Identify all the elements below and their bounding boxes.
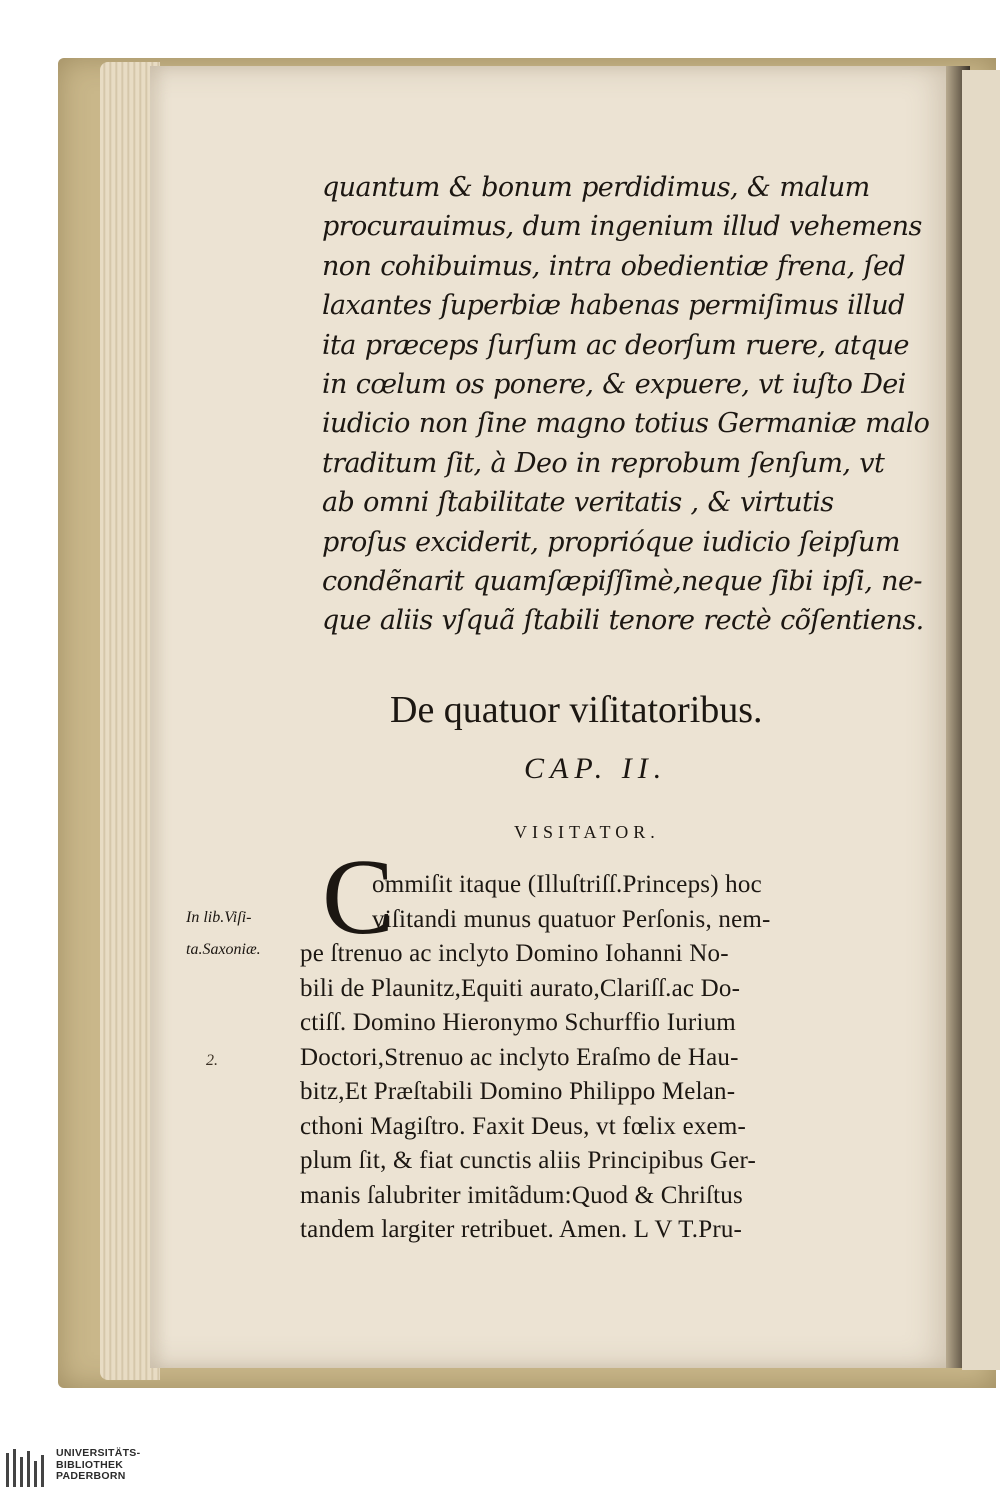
text-line: plum ſit, & fiat cunctis aliis Principibus Ger- bbox=[300, 1147, 757, 1174]
chapter-heading: De quatuor viſitatoribus. bbox=[390, 689, 763, 731]
library-logo-text bbox=[56, 1448, 140, 1483]
text-line: traditum ſit, à Deo in reprobum ſenſum, vt bbox=[322, 447, 885, 479]
text-line: laxantes ſuperbiæ habenas permiſimus illud bbox=[322, 290, 905, 322]
library-logo-icon bbox=[4, 1447, 48, 1491]
text-line: ommiſit itaque (Illuſtriſſ.Princeps) hoc bbox=[372, 871, 762, 898]
text-line: Doctori,Strenuo ac inclyto Eraſmo de Hau- bbox=[300, 1043, 739, 1071]
text-line: cthoni Magiſtro. Faxit Deus, vt fœlix exem- bbox=[300, 1112, 747, 1140]
text-line: tandem largiter retribuet. Amen. L V T.Pru- bbox=[300, 1216, 743, 1243]
text-line: in cœlum os ponere, & expuere, vt iuſto Dei bbox=[322, 368, 906, 400]
chapter-number: CAP. II. bbox=[524, 752, 668, 785]
text-line: ab omni ſtabilitate veritatis , & virtutis bbox=[322, 487, 834, 519]
footer bbox=[0, 1445, 1000, 1497]
text-line: manis ſalubriter imitãdum:Quod & Chriſtus bbox=[300, 1181, 743, 1209]
margin-note-line: In lib.Viſi- bbox=[186, 909, 252, 926]
text-line: pe ſtrenuo ac inclyto Domino Iohanni No- bbox=[300, 940, 729, 967]
text-line: procurauimus, dum ingenium illud vehemens bbox=[322, 211, 922, 243]
section-label: VISITATOR. bbox=[514, 822, 660, 842]
text-line: que aliis vſquã ſtabili tenore rectè cõſentiens. bbox=[322, 605, 924, 637]
logo-line: UNIVERSITÄTS- bbox=[56, 1447, 141, 1459]
margin-note bbox=[186, 902, 261, 966]
text-line: proſus exciderit, proprióque iudicio ſeipſum bbox=[322, 526, 900, 558]
text-line: ctiſſ. Domino Hieronymo Schurffio Iurium bbox=[300, 1009, 736, 1036]
logo-line: BIBLIOTHEK bbox=[56, 1458, 124, 1471]
text-line: quantum & bonum perdidimus, & malum bbox=[322, 172, 870, 203]
text-line: condẽnarit quamſæpiſſimè,neque ſibi ipſi, ne- bbox=[322, 565, 922, 597]
logo-line: PADERBORN bbox=[56, 1470, 126, 1482]
text-line: iudicio non ſine magno totius Germaniæ malo bbox=[322, 408, 930, 440]
italic-paragraph bbox=[322, 168, 930, 641]
roman-paragraph bbox=[300, 868, 912, 1248]
text-line: bili de Plaunitz,Equiti aurato,Clariſſ.ac Do- bbox=[300, 974, 741, 1002]
text-line: bitz,Et Præſtabili Domino Philippo Melan- bbox=[300, 1078, 736, 1105]
facing-page-edge bbox=[962, 70, 1000, 1370]
drop-cap: C bbox=[322, 838, 395, 957]
text-line: viſitandi munus quatuor Perſonis, nem- bbox=[372, 905, 771, 933]
margin-note-line: ta.Saxoniæ. bbox=[186, 941, 261, 958]
text-line: ita præceps ſurſum ac deorſum ruere, atque bbox=[322, 329, 909, 361]
marginal-mark: 2. bbox=[206, 1052, 218, 1069]
text-line: non cohibuimus, intra obedientiæ frena, ſed bbox=[322, 250, 906, 282]
